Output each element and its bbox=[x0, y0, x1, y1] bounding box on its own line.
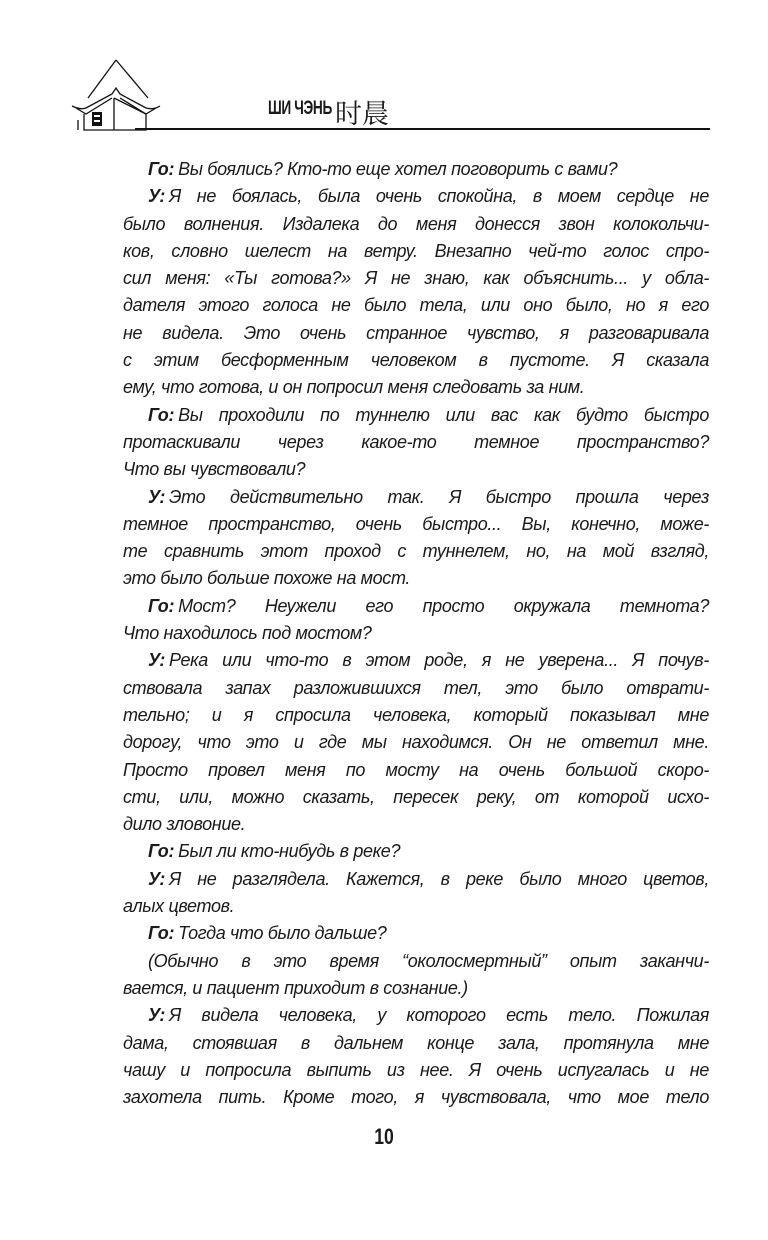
line-text: Я видела человека, у которого есть тело. Пожилая bbox=[169, 1005, 709, 1026]
text-line bbox=[123, 347, 709, 374]
line-text: Вы боялись? Кто-то еще хотел поговорить с вами? bbox=[178, 159, 618, 179]
line-text: дама, стоявшая в дальнем конце зала, протянула мне bbox=[123, 1032, 709, 1053]
text-line bbox=[123, 429, 709, 456]
text-line bbox=[123, 1057, 709, 1084]
text-line bbox=[123, 1084, 709, 1111]
line-text: с этим бесформенным человеком в пустоте. Я сказала bbox=[123, 350, 709, 371]
text-line bbox=[123, 265, 709, 292]
speaker-label: У: bbox=[148, 650, 166, 671]
text-line bbox=[123, 374, 709, 401]
text-line bbox=[123, 456, 709, 483]
line-text: вается, и пациент приходит в сознание.) bbox=[123, 977, 468, 998]
text-line bbox=[123, 975, 709, 1002]
text-line bbox=[123, 238, 709, 265]
header-rule bbox=[135, 128, 710, 130]
text-line bbox=[123, 948, 709, 975]
text-line bbox=[123, 402, 709, 429]
line-text: сти, или, можно сказать, пересек реку, от которой исхо- bbox=[123, 786, 709, 807]
speaker-label: У: bbox=[148, 486, 166, 507]
line-text: Что вы чувствовали? bbox=[123, 459, 306, 480]
speaker-label: У: bbox=[148, 1005, 166, 1026]
line-text: было волнения. Издалека до меня донесся звон колокольчи- bbox=[123, 213, 709, 234]
speaker-label: Го: bbox=[148, 841, 175, 862]
text-line bbox=[123, 729, 709, 756]
text-line bbox=[123, 183, 709, 210]
line-text: Вы проходили по туннелю или вас как будто быстро bbox=[178, 404, 709, 425]
text-line bbox=[123, 675, 709, 702]
line-text: тельно; и я спросила человека, который показывал мне bbox=[123, 704, 709, 725]
line-text: темное пространство, очень быстро... Вы, конечно, може- bbox=[123, 513, 709, 534]
line-text: Что находилось под мостом? bbox=[123, 623, 372, 644]
text-line bbox=[123, 838, 709, 865]
line-text: протаскивали через какое-то темное пространство? bbox=[123, 431, 709, 452]
text-line bbox=[123, 1002, 709, 1029]
speaker-label: Го: bbox=[148, 404, 175, 425]
line-text: ков, словно шелест на ветру. Внезапно чей-то голос спро- bbox=[123, 240, 709, 261]
text-line bbox=[123, 320, 709, 347]
page-number: 10 bbox=[374, 1124, 394, 1149]
line-text: дило зловоние. bbox=[123, 814, 246, 835]
text-line bbox=[123, 156, 709, 183]
text-line bbox=[123, 920, 709, 947]
text-line bbox=[123, 702, 709, 729]
running-header-hanzi: 时晨 bbox=[335, 99, 389, 130]
text-line bbox=[123, 784, 709, 811]
line-text: алых цветов. bbox=[123, 896, 235, 917]
line-text: Просто провел меня по мосту на очень большой скоро- bbox=[123, 759, 709, 780]
pagoda-icon bbox=[68, 58, 164, 132]
text-line bbox=[123, 647, 709, 674]
line-text: это было больше похоже на мост. bbox=[123, 568, 411, 589]
text-line bbox=[123, 538, 709, 565]
line-text: Тогда что было дальше? bbox=[178, 923, 387, 944]
speaker-label: У: bbox=[148, 868, 166, 889]
line-text: Мост? Неужели его просто окружала темнота? bbox=[178, 595, 709, 616]
line-text: дорогу, что это и где мы находимся. Он не ответил мне. bbox=[123, 732, 709, 753]
text-line bbox=[123, 1030, 709, 1057]
text-line bbox=[123, 292, 709, 319]
text-line bbox=[123, 866, 709, 893]
text-line bbox=[123, 565, 709, 592]
line-text: не видела. Это очень странное чувство, я разговаривала bbox=[123, 322, 709, 343]
line-text: Река или что-то в этом роде, я не уверена... Я почув- bbox=[169, 650, 709, 671]
text-line bbox=[123, 757, 709, 784]
line-text: Я не разглядела. Кажется, в реке было много цветов, bbox=[169, 868, 709, 889]
line-text: (Обычно в это время “околосмертный” опыт заканчи- bbox=[148, 950, 709, 971]
text-line bbox=[123, 893, 709, 920]
line-text: ствовала запах разложившихся тел, это было отврати- bbox=[123, 677, 709, 698]
text-line bbox=[123, 484, 709, 511]
line-text: Я не боялась, была очень спокойна, в моем сердце не bbox=[169, 186, 709, 207]
text-line bbox=[123, 511, 709, 538]
line-text: Это действительно так. Я быстро прошла через bbox=[169, 486, 709, 507]
speaker-label: Го: bbox=[148, 159, 175, 179]
line-text: Был ли кто-нибудь в реке? bbox=[178, 841, 401, 862]
line-text: сил меня: «Ты готова?» Я не знаю, как объяснить... у обла- bbox=[123, 268, 709, 289]
speaker-label: Го: bbox=[148, 595, 175, 616]
speaker-label: У: bbox=[148, 186, 166, 207]
body-text bbox=[123, 156, 709, 1111]
text-line bbox=[123, 211, 709, 238]
text-line bbox=[123, 593, 709, 620]
line-text: чашу и попросила выпить из нее. Я очень испугалась и не bbox=[123, 1059, 709, 1080]
line-text: те сравнить этот проход с туннелем, но, на мой взгляд, bbox=[123, 541, 709, 562]
running-header-author: ШИ ЧЭНЬ bbox=[268, 98, 332, 119]
speaker-label: Го: bbox=[148, 923, 175, 944]
text-line bbox=[123, 811, 709, 838]
text-line bbox=[123, 620, 709, 647]
line-text: дателя этого голоса не было тела, или оно было, но я его bbox=[123, 295, 709, 316]
line-text: захотела пить. Кроме того, я чувствовала, что мое тело bbox=[123, 1087, 709, 1108]
line-text: ему, что готова, и он попросил меня следовать за ним. bbox=[123, 377, 585, 398]
